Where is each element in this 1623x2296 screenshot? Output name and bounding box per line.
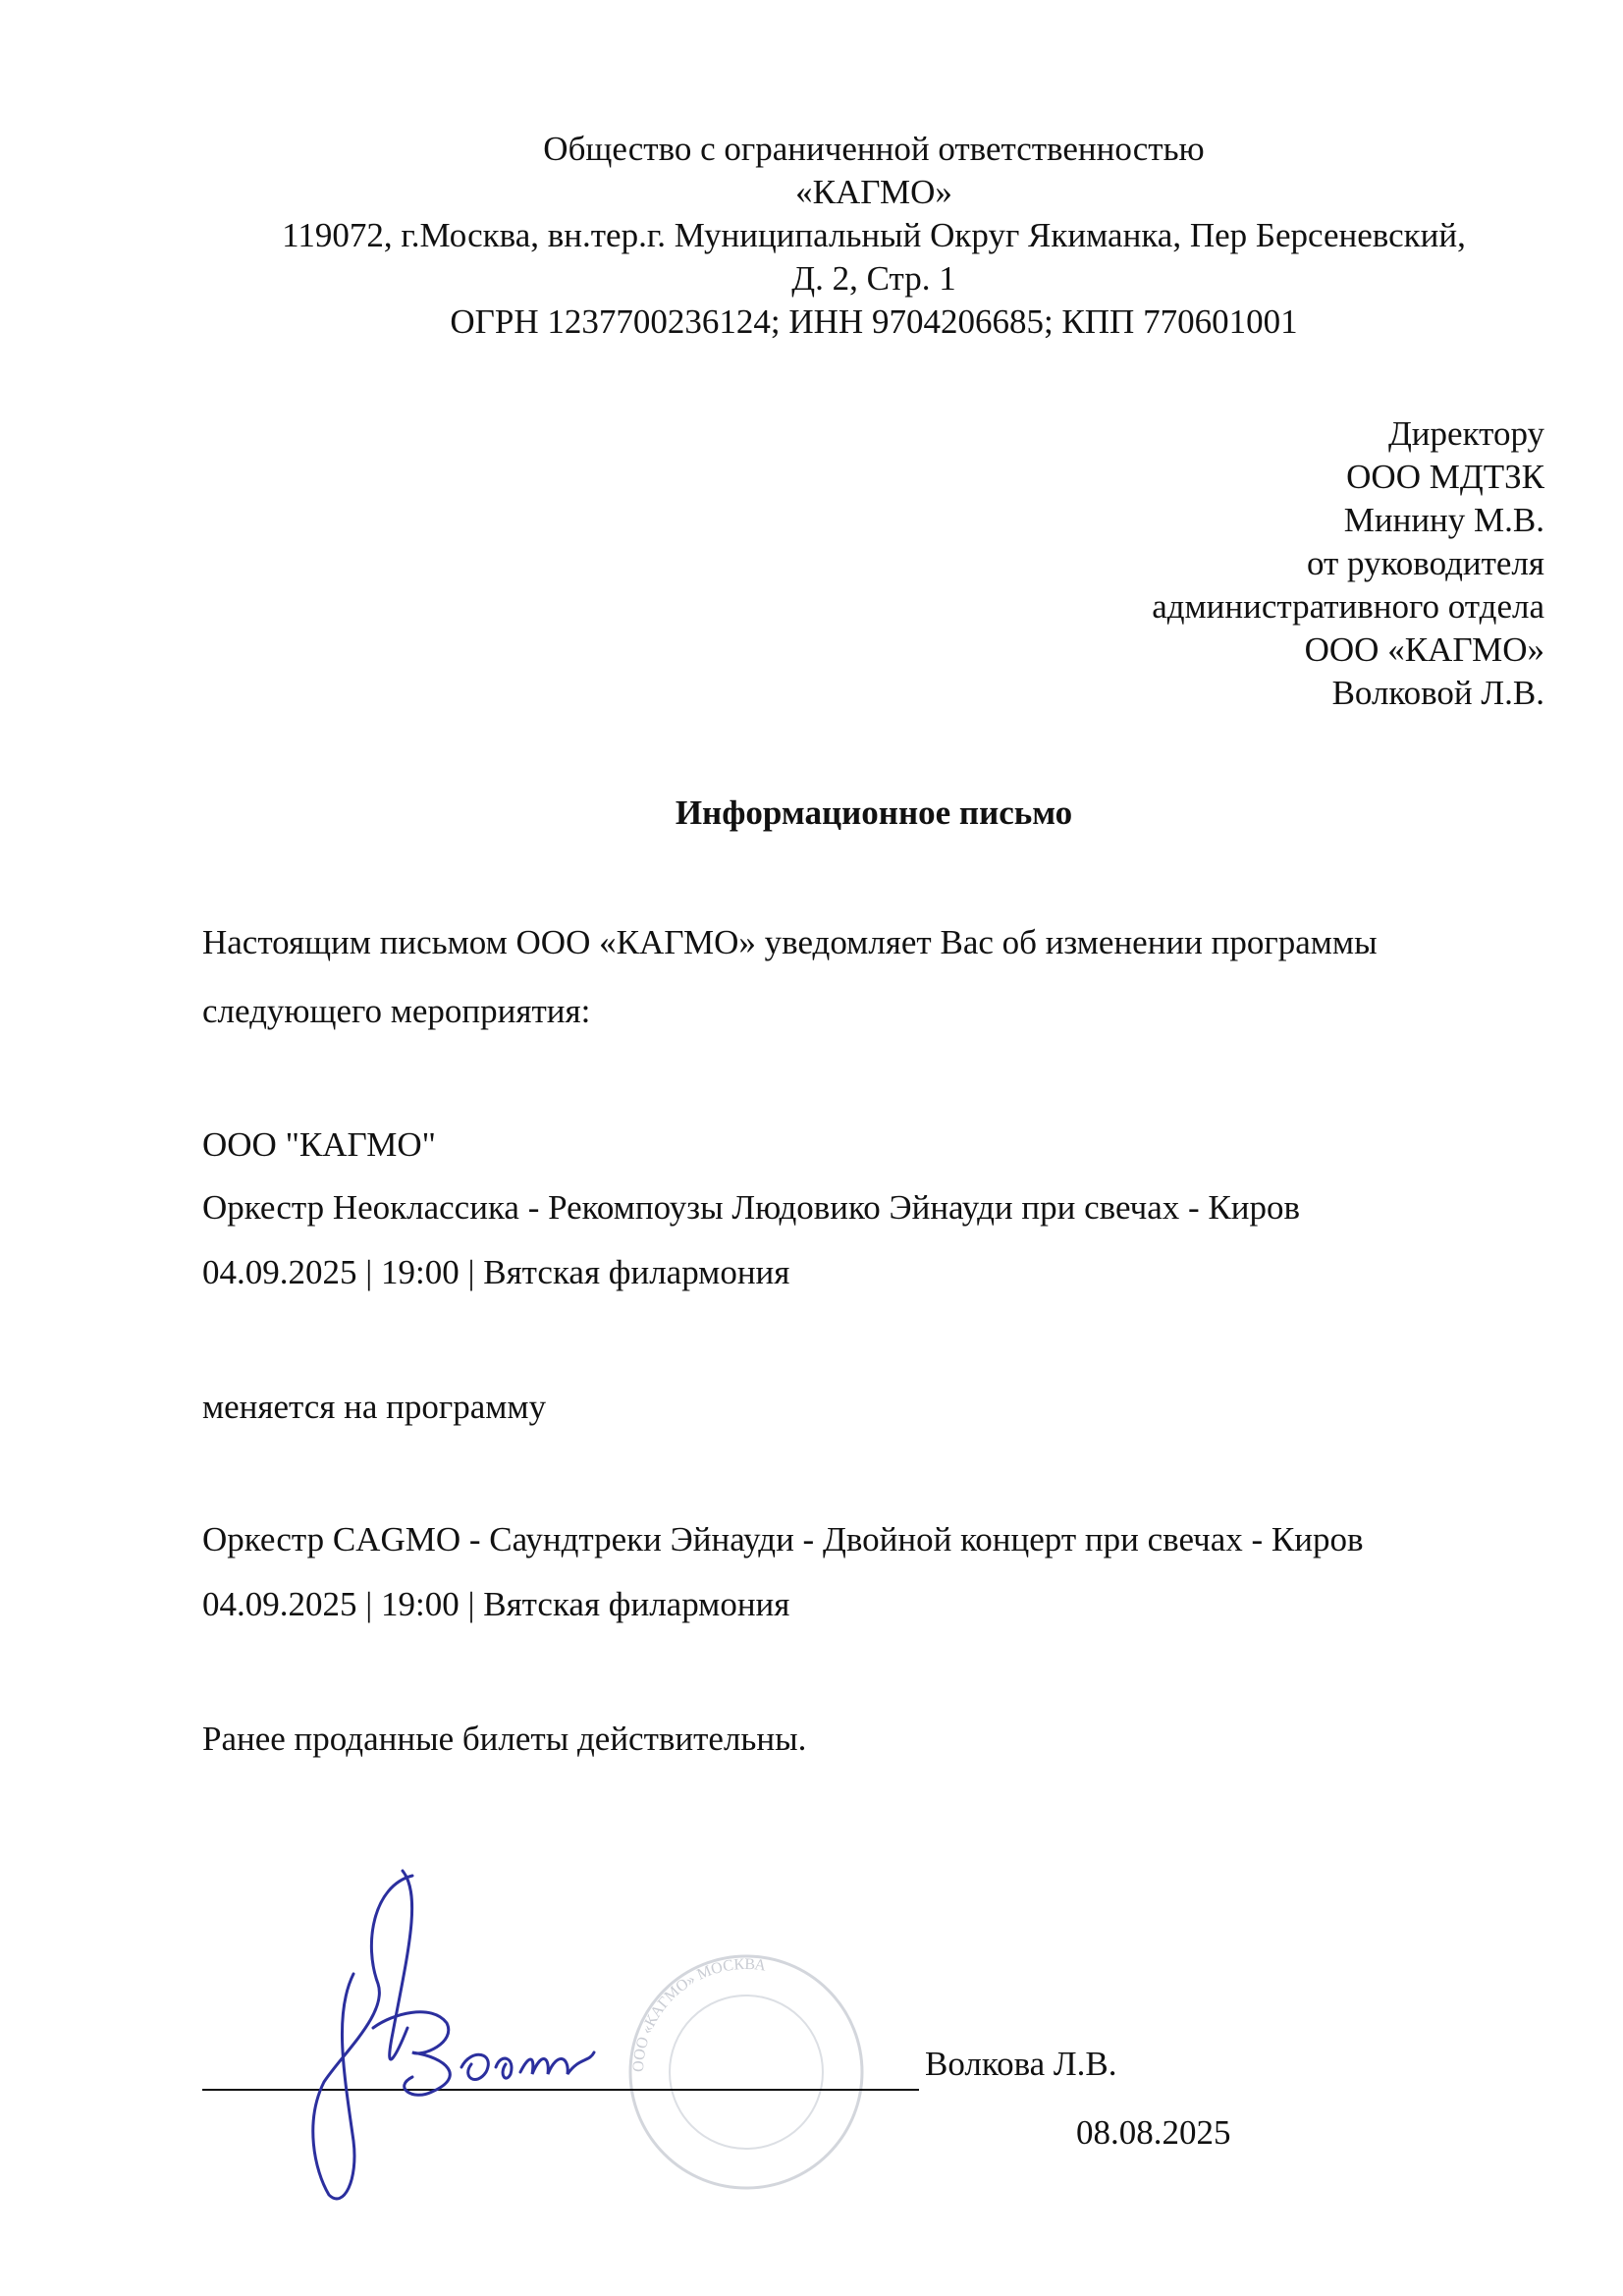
sender-name: Волковой Л.В. [1331, 674, 1544, 712]
sender-department: административного отдела [1152, 587, 1544, 626]
new-event-details: 04.09.2025 | 19:00 | Вятская филармония [202, 1585, 790, 1623]
signer-name: Волкова Л.В. [925, 2045, 1117, 2083]
company-name: «КАГМО» [795, 173, 952, 211]
stamp-text: ООО «КАГМО» МОСКВА [629, 1955, 768, 2073]
recipient-block [857, 412, 1544, 715]
organizer-name: ООО "КАГМО" [202, 1125, 436, 1164]
letterhead [187, 128, 1561, 344]
company-address-building: Д. 2, Стр. 1 [791, 259, 956, 298]
sender-prefix: от руководителя [1306, 544, 1544, 582]
recipient-name: Минину М.В. [1343, 501, 1544, 539]
letter-date: 08.08.2025 [1076, 2113, 1231, 2152]
company-registration-numbers: ОГРН 1237700236124; ИНН 9704206685; КПП 770601001 [450, 302, 1298, 341]
old-event-name: Оркестр Неоклассика - Рекомпоузы Людовико Эйнауди при свечах - Киров [202, 1188, 1301, 1227]
recipient-position: Директору [1387, 414, 1544, 453]
change-notice: меняется на программу [202, 1388, 547, 1426]
new-event-name: Оркестр CAGMO - Саундтреки Эйнауди - Двойной концерт при свечах - Киров [202, 1520, 1364, 1558]
recipient-organization: ООО МДТЗК [1346, 458, 1544, 496]
company-address: 119072, г.Москва, вн.тер.г. Муниципальный Округ Якиманка, Пер Берсеневский, [282, 216, 1466, 254]
tickets-note: Ранее проданные билеты действительны. [202, 1720, 807, 1758]
company-legal-form: Общество с ограниченной ответственностью [543, 130, 1205, 168]
intro-line-1: Настоящим письмом ООО «КАГМО» уведомляет Вас об изменении программы [202, 923, 1378, 961]
letter-title: Информационное письмо [675, 793, 1073, 832]
handwritten-signature [275, 1856, 668, 2229]
intro-line-2: следующего мероприятия: [202, 992, 591, 1030]
old-event-details: 04.09.2025 | 19:00 | Вятская филармония [202, 1253, 790, 1291]
sender-organization: ООО «КАГМО» [1304, 630, 1544, 669]
